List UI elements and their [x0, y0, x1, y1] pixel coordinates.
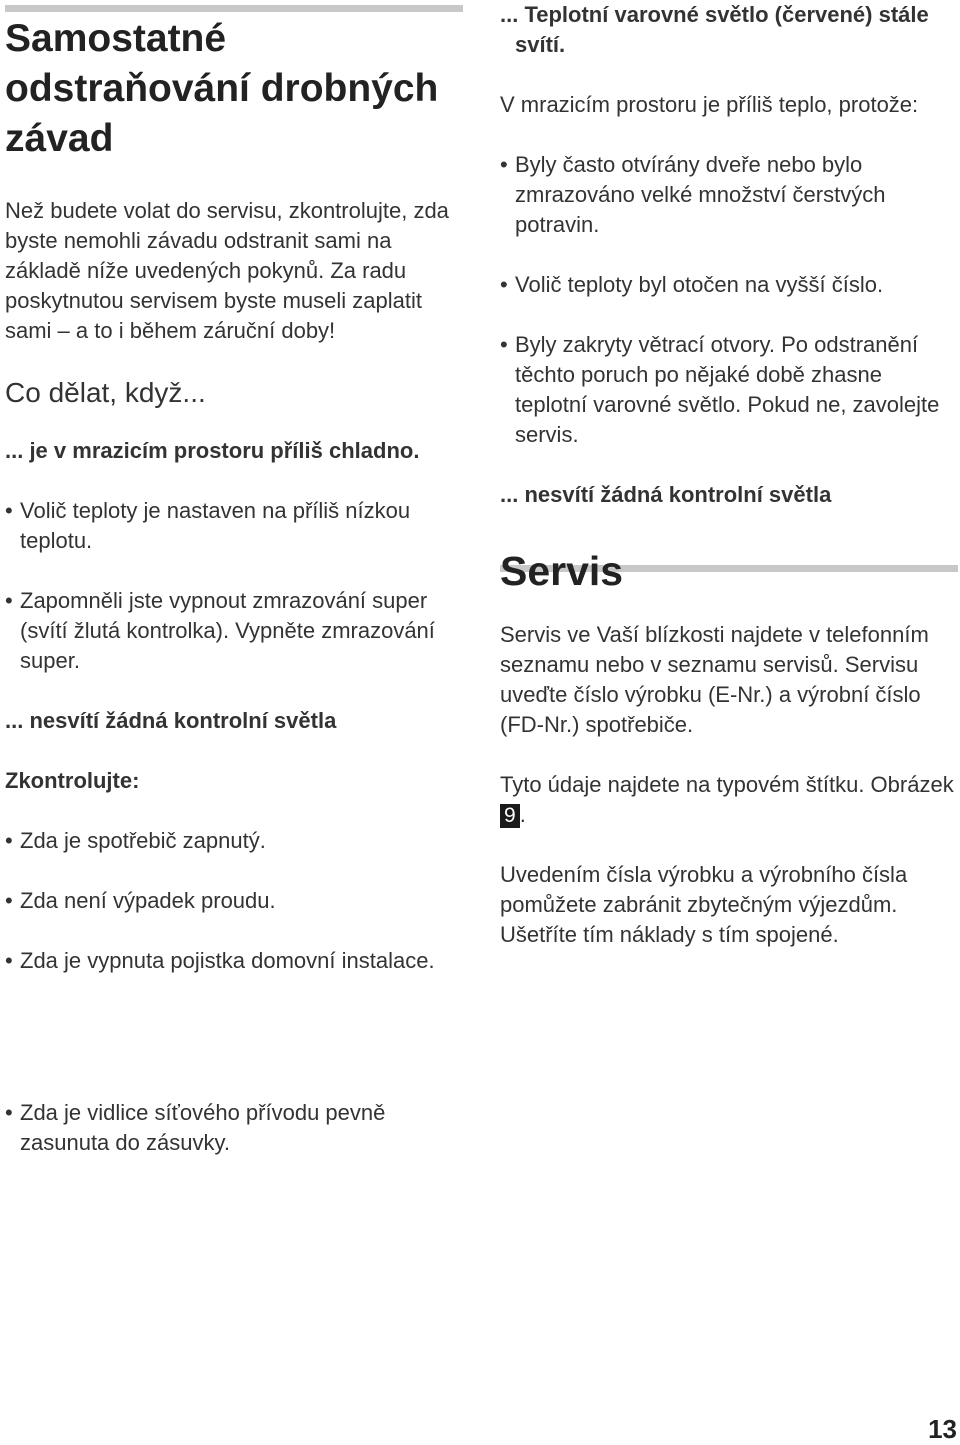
servis-paragraph-2: Tyto údaje najdete na typovém štítku. Obrázek 9 . [500, 772, 954, 827]
bullet-icon: • [500, 272, 508, 297]
servis-paragraph-3: Uvedením čísla výrobku a výrobního čísla pomůžete zabránit zbytečným výjezdům. Ušetříte tím náklady s tím spojené. [500, 862, 908, 947]
figure-number-badge: 9 [500, 804, 520, 828]
list-item: • Zda je vidlice síťového přívodu pevně zasunuta do zásuvky. [5, 1100, 386, 1155]
bullet-icon: • [5, 498, 13, 523]
servis-title: Servis [500, 548, 624, 594]
top-rule-left [5, 5, 463, 12]
check-list-continued [5, 1098, 467, 1158]
warning-list [500, 150, 955, 450]
page-number: 13 [928, 1414, 957, 1444]
intro-paragraph: Než budete volat do servisu, zkontrolujte, zda byste nemohli závadu odstranit sami na základě níže uvedených pokynů. Za radu poskytnutou servisem byste museli zaplatit sami – a to i během záruční doby! [5, 198, 449, 343]
section-heading: Co dělat, když... [5, 377, 206, 408]
page-title: Samostatné odstraňování drobných závad [5, 17, 439, 160]
warning-intro: V mrazicím prostoru je příliš teplo, protože: [500, 92, 919, 117]
no-lights-heading-right: ... nesvítí žádná kontrolní světla [500, 482, 832, 507]
list-item: • Volič teploty je nastaven na příliš nízkou teplotu. [5, 498, 411, 553]
bullet-icon: • [5, 588, 13, 613]
no-lights-heading: ... nesvítí žádná kontrolní světla [5, 708, 337, 733]
list-item: • Volič teploty byl otočen na vyšší číslo. [500, 270, 955, 300]
bullet-icon: • [500, 152, 508, 177]
list-item: • Zda není výpadek proudu. [5, 886, 467, 916]
left-column [5, 14, 467, 1006]
bullet-icon: • [5, 828, 13, 853]
warning-light-heading: ... Teplotní varovné světlo (červené) stále svítí. [500, 2, 929, 57]
bullet-icon: • [5, 948, 13, 973]
too-cold-heading: ... je v mrazicím prostoru příliš chladno. [5, 438, 420, 463]
right-column [500, 0, 955, 980]
check-list [5, 826, 467, 976]
list-item: • Zapomněli jste vypnout zmrazování super (svítí žlutá kontrolka). Vypněte zmrazování super. [5, 588, 435, 673]
list-item: • Zda je vypnuta pojistka domovní instalace. [5, 946, 467, 976]
bullet-icon: • [5, 888, 13, 913]
left-column-overflow [5, 1098, 467, 1188]
bullet-icon: • [500, 332, 508, 357]
bullet-icon: • [5, 1100, 13, 1125]
list-item: • Byly zakryty větrací otvory. Po odstranění těchto poruch po nějaké době zhasne teplotní varovné světlo. Pokud ne, zavolejte servis. [500, 332, 940, 447]
too-cold-list [5, 496, 467, 676]
servis-paragraph-1: Servis ve Vaší blízkosti najdete v telefonním seznamu nebo v seznamu servisů. Servisu uveďte číslo výrobku (E-Nr.) a výrobní číslo (FD-Nr.) spotřebiče. [500, 622, 929, 737]
check-label: Zkontrolujte: [5, 768, 140, 793]
list-item: • Zda je spotřebič zapnutý. [5, 826, 467, 856]
list-item: • Byly často otvírány dveře nebo bylo zmrazováno velké množství čerstvých potravin. [500, 152, 886, 237]
